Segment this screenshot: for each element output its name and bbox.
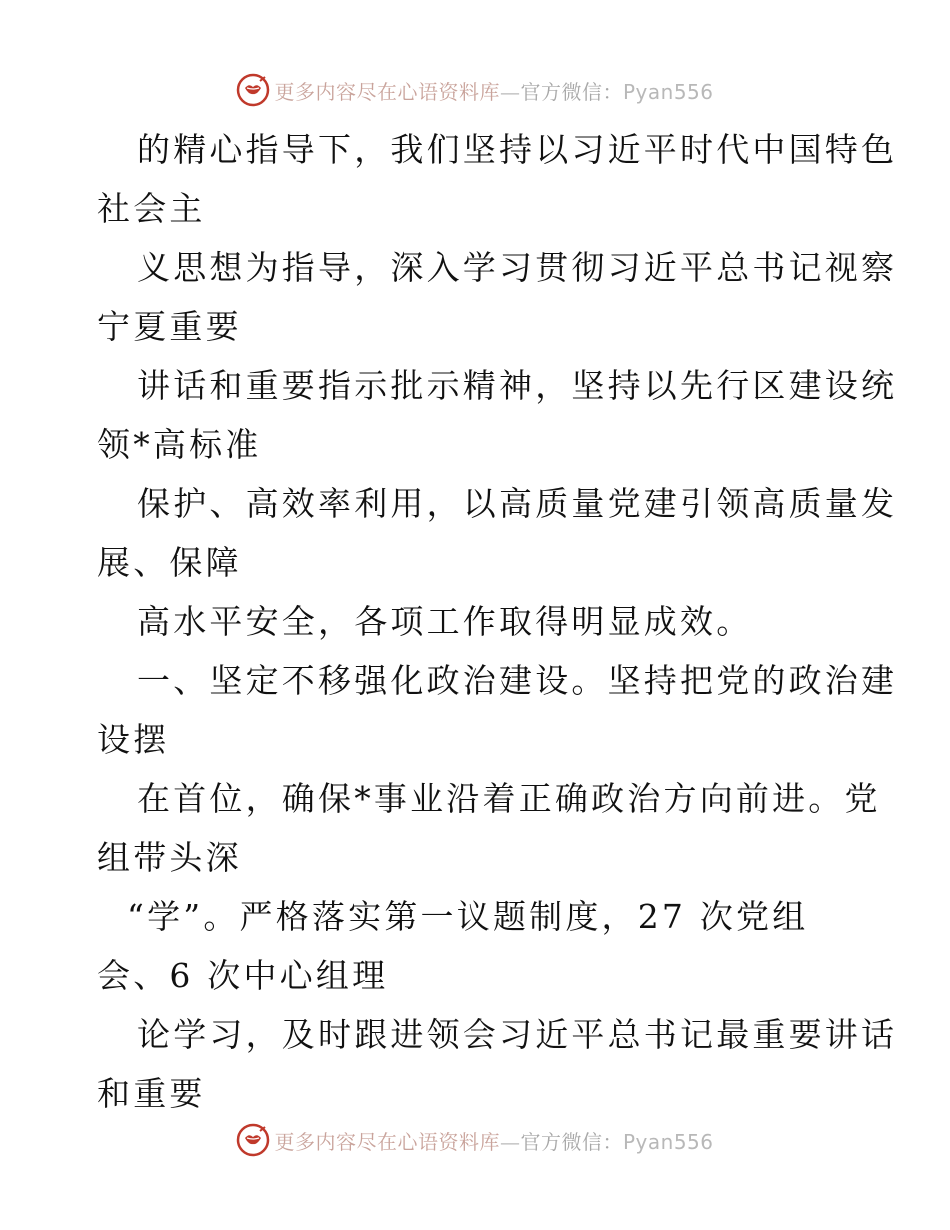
banner-separator: — — [499, 79, 521, 104]
body-line: 一、坚定不移强化政治建设。坚持把党的政治建 — [137, 661, 898, 700]
body-line: 社会主 — [97, 189, 206, 228]
body-line: 会、6 次中心组理 — [97, 956, 389, 995]
red-lips-logo-icon — [236, 73, 270, 107]
body-line: 保护、高效率利用，以高质量党建引领高质量发 — [137, 484, 898, 523]
body-line: 组带头深 — [97, 838, 242, 877]
banner-text — [274, 1126, 713, 1155]
body-line: 和重要 — [97, 1074, 206, 1113]
red-lips-logo-icon — [236, 1123, 270, 1157]
body-line: 的精心指导下，我们坚持以习近平时代中国特色 — [137, 130, 898, 169]
banner-wechat-id: Pyan556 — [622, 1129, 714, 1154]
body-line: 领*高标准 — [97, 425, 262, 464]
body-line: 宁夏重要 — [97, 307, 242, 346]
body-line: 讲话和重要指示批示精神，坚持以先行区建设统 — [137, 366, 898, 405]
body-line: 展、保障 — [97, 543, 242, 582]
body-line: 在首位，确保*事业沿着正确政治方向前进。党 — [137, 779, 881, 818]
body-line: 义思想为指导，深入学习贯彻习近平总书记视察 — [137, 248, 898, 287]
header-banner — [0, 70, 950, 110]
banner-separator: — — [499, 1129, 521, 1154]
banner-wechat-label: 官方微信： — [520, 1129, 623, 1154]
footer-banner — [0, 1120, 950, 1160]
banner-wechat-id: Pyan556 — [622, 79, 714, 104]
body-line: 高水平安全，各项工作取得明显成效。 — [137, 602, 753, 641]
banner-text — [274, 76, 713, 105]
body-line: 设摆 — [97, 720, 170, 759]
body-line: 论学习，及时跟进领会习近平总书记最重要讲话 — [137, 1015, 898, 1054]
banner-main-text: 更多内容尽在心语资料库 — [274, 79, 500, 104]
document-body — [97, 120, 898, 1123]
body-line: “学”。严格落实第一议题制度，27 次党组 — [127, 897, 809, 936]
banner-wechat-label: 官方微信： — [520, 79, 623, 104]
banner-main-text: 更多内容尽在心语资料库 — [274, 1129, 500, 1154]
